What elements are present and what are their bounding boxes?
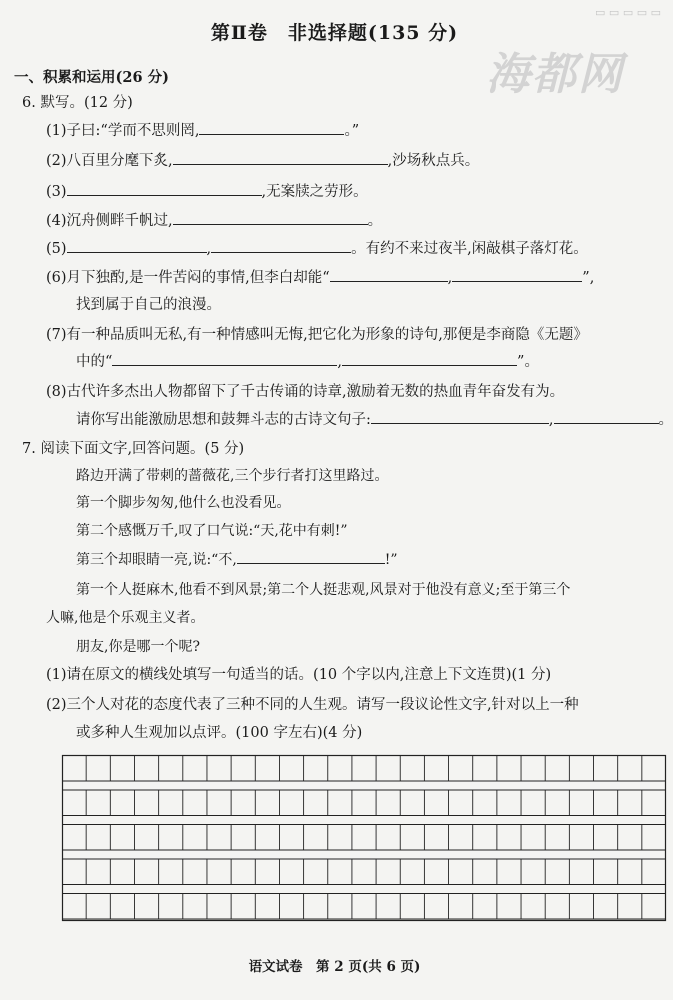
passage-para-3: 第二个感慨万千,叹了口气说:“天,花中有刺!”	[76, 523, 348, 539]
q6-item-6-line1: (6)月下独酌,是一件苦闷的事情,但李白却能“ , ”,	[46, 266, 594, 287]
answer-blank[interactable]	[173, 210, 368, 225]
q6-item-8-line1: (8)古代许多杰出人物都留下了千古传诵的诗章,激励着无数的热血青年奋发有为。	[46, 384, 565, 400]
q6-stem: 6. 默写。(12 分)	[22, 95, 133, 111]
passage-para-2: 第一个脚步匆匆,他什么也没看见。	[76, 495, 291, 511]
answer-blank[interactable]	[371, 409, 549, 424]
writing-grid[interactable]	[62, 755, 666, 921]
passage-para-6: 朋友,你是哪一个呢?	[76, 639, 200, 655]
answer-blank[interactable]	[67, 238, 207, 253]
passage-para-4: 第三个却眼睛一亮,说:“不, !”	[76, 549, 398, 569]
q6-item-7-line1: (7)有一种品质叫无私,有一种情感叫无悔,把它化为形象的诗句,那便是李商隐《无题》	[46, 327, 588, 343]
passage-para-5-line2: 人嘛,他是个乐观主义者。	[46, 610, 205, 626]
q6-item-1: (1)子曰:“学而不思则罔, 。”	[46, 119, 359, 140]
page-title: 第Ⅱ卷 非选择题(135 分)	[210, 22, 459, 44]
q6-item-6-line2: 找到属于自己的浪漫。	[76, 297, 221, 313]
q7-stem: 7. 阅读下面文字,回答问题。(5 分)	[22, 441, 245, 457]
answer-blank[interactable]	[173, 150, 388, 165]
passage-para-1: 路边开满了带刺的蔷薇花,三个步行者打这里路过。	[76, 468, 389, 484]
answer-blank[interactable]	[342, 351, 517, 366]
top-corner-mark: ▭ ▭ ▭ ▭ ▭	[595, 6, 661, 19]
answer-blank[interactable]	[211, 238, 351, 253]
passage-para-5-line1: 第一个人挺麻木,他看不到风景;第二个人挺悲观,风景对于他没有意义;至于第三个	[76, 582, 571, 598]
answer-blank[interactable]	[330, 267, 448, 282]
q6-item-8-line2: 请你写出能激励思想和鼓舞斗志的古诗文句子: , 。	[76, 408, 673, 429]
page-footer: 语文试卷 第 2 页(共 6 页)	[248, 959, 421, 975]
answer-blank[interactable]	[199, 120, 344, 135]
q7-sub-2-line1: (2)三个人对花的态度代表了三种不同的人生观。请写一段议论性文字,针对以上一种	[46, 697, 579, 713]
q6-item-7-line2: 中的“ , ”。	[76, 350, 539, 371]
watermark-logo: 海都网	[486, 49, 624, 100]
answer-blank[interactable]	[112, 351, 337, 366]
answer-blank[interactable]	[554, 409, 659, 424]
q6-item-3: (3) ,无案牍之劳形。	[46, 180, 368, 201]
q6-item-5: (5) , 。有约不来过夜半,闲敲棋子落灯花。	[46, 237, 588, 258]
answer-blank[interactable]	[237, 549, 385, 564]
q7-sub-1: (1)请在原文的横线处填写一句适当的话。(10 个字以内,注意上下文连贯)(1 分)	[46, 667, 552, 683]
answer-blank[interactable]	[452, 267, 582, 282]
q6-item-4: (4)沉舟侧畔千帆过, 。	[46, 209, 382, 230]
q7-sub-2-line2: 或多种人生观加以点评。(100 字左右)(4 分)	[76, 725, 363, 741]
answer-blank[interactable]	[67, 181, 262, 196]
section-heading: 一、积累和运用(26 分)	[14, 69, 169, 86]
q6-item-2: (2)八百里分麾下炙, ,沙场秋点兵。	[46, 149, 479, 170]
